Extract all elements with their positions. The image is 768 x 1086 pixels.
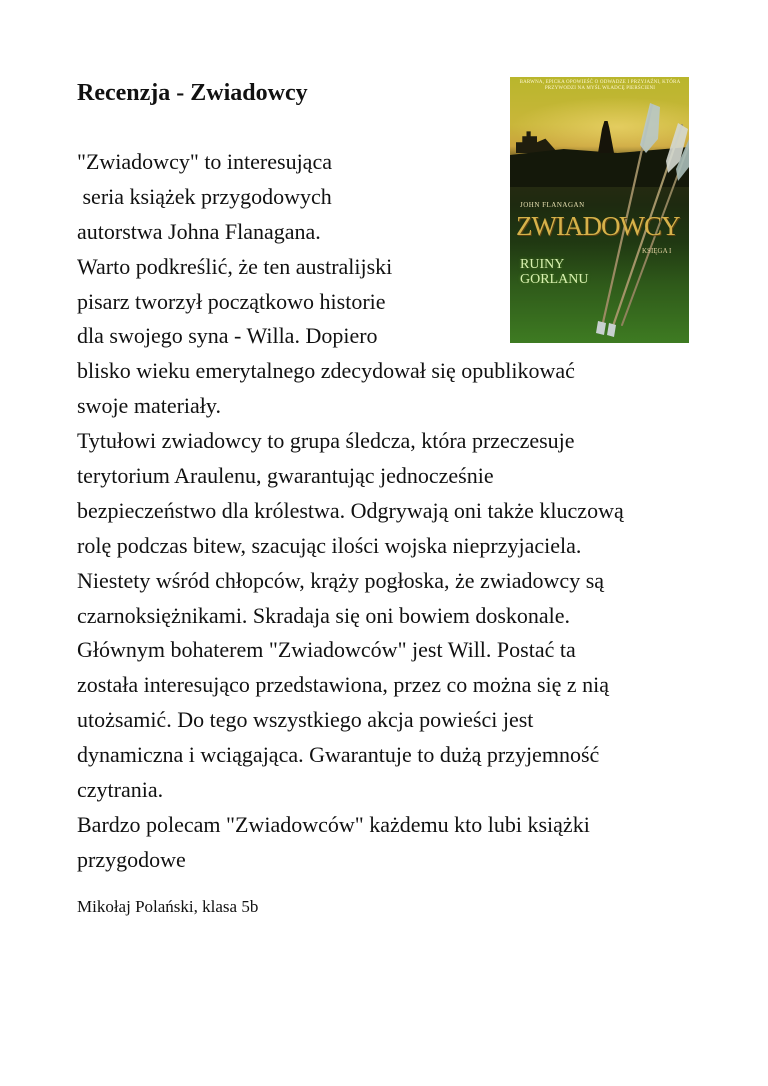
book-cover-image — [510, 77, 689, 343]
body-line: Głównym bohaterem "Zwiadowców" jest Will. Postać ta — [77, 637, 576, 663]
body-line: Tytułowi zwiadowcy to grupa śledcza, która przeczesuje — [77, 428, 575, 454]
cover-author: JOHN FLANAGAN — [520, 201, 585, 209]
body-line: swoje materiały. — [77, 393, 221, 419]
cover-book-title-line2: GORLANU — [520, 272, 589, 287]
body-line: czytrania. — [77, 777, 164, 803]
body-line: Niestety wśród chłopców, krąży pogłoska, że zwiadowcy są — [77, 567, 605, 593]
cover-series-title: ZWIADOWCY — [516, 211, 680, 241]
body-line: pisarz tworzył początkowo historie — [77, 288, 386, 314]
body-line: Bardzo polecam "Zwiadowców" każdemu kto lubi książki — [77, 811, 590, 837]
cover-volume: KSIĘGA I — [642, 247, 672, 255]
body-line: dla swojego syna - Willa. Dopiero — [77, 323, 378, 349]
body-line: terytorium Araulenu, gwarantując jednocześnie — [77, 463, 494, 489]
body-line: została interesująco przedstawiona, przez co można się z nią — [77, 672, 610, 698]
arrows-icon — [510, 77, 689, 343]
body-line: rolę podczas bitew, szacując ilości wojska nieprzyjaciela. — [77, 532, 582, 558]
body-line: autorstwa Johna Flanagana. — [77, 218, 321, 244]
body-line: przygodowe — [77, 846, 186, 872]
body-line: Warto podkreślić, że ten australijski — [77, 253, 393, 279]
body-line: "Zwiadowcy" to interesująca — [77, 149, 332, 174]
body-line: seria książek przygodowych — [77, 183, 332, 209]
review-title: Recenzja - Zwiadowcy — [77, 80, 308, 106]
body-line: blisko wieku emerytalnego zdecydował się opublikować — [77, 358, 575, 384]
cover-book-title — [520, 257, 588, 287]
body-line: bezpieczeństwo dla królestwa. Odgrywają oni także kluczową — [77, 497, 624, 523]
cover-tagline: BARWNA, EPICKA OPOWIEŚĆ O ODWADZE I PRZYJAŹNI, KTÓRA PRZYWODZI NA MYŚL WŁADCĘ PIERŚCIENI — [519, 80, 681, 91]
review-signature: Mikołaj Polański, klasa 5b — [77, 897, 259, 916]
body-line: dynamiczna i wciągająca. Gwarantuje to dużą przyjemność — [77, 742, 600, 768]
body-line: utożsamić. Do tego wszystkiego akcja powieści jest — [77, 707, 534, 733]
body-line: czarnoksiężnikami. Skradaja się oni bowiem doskonale. — [77, 602, 571, 628]
cover-book-title-line1: RUINY — [520, 257, 565, 272]
